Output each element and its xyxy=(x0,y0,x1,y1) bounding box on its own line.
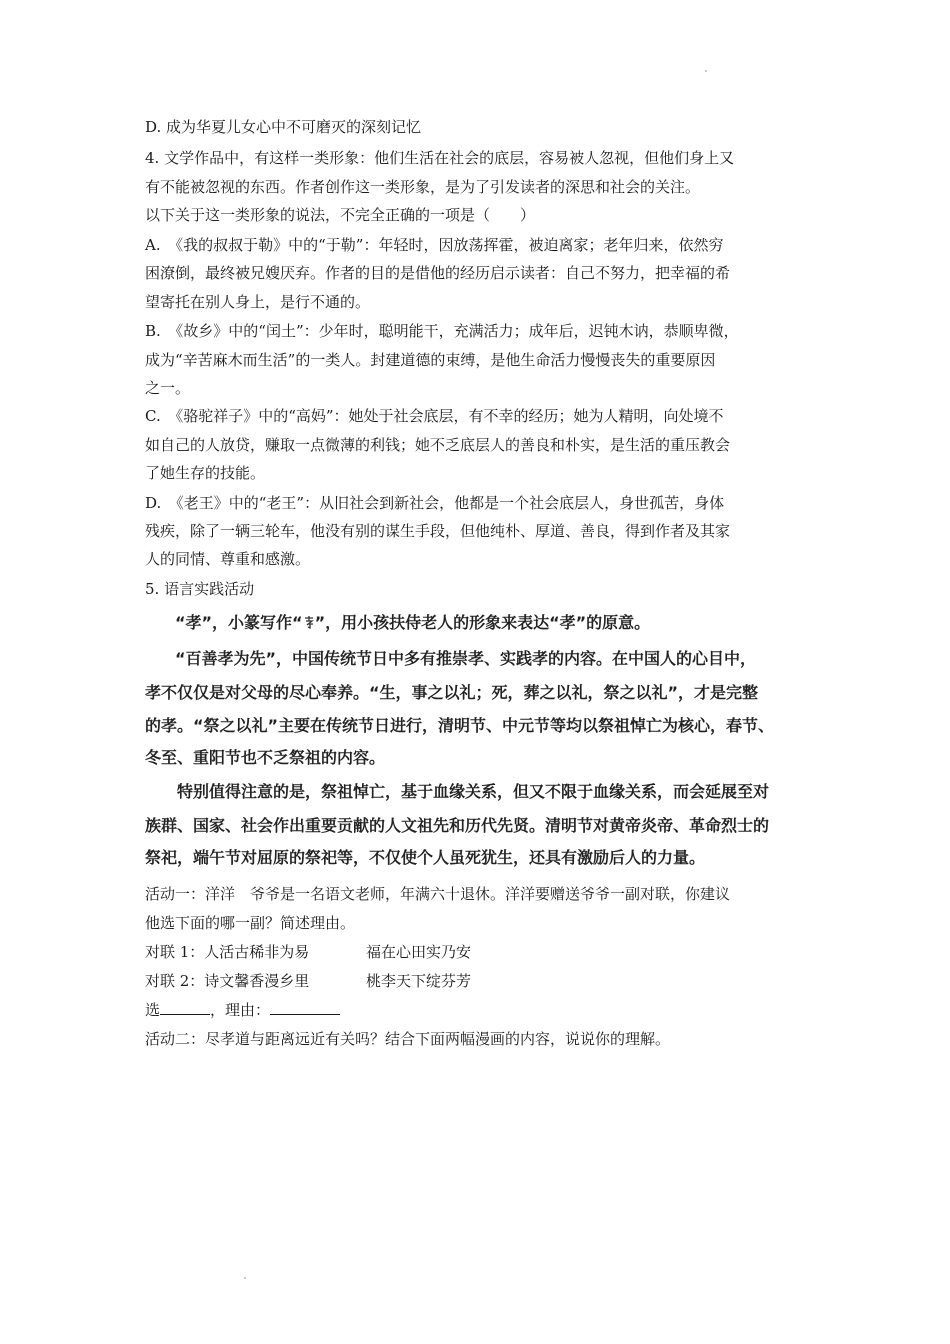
q5-para-3-line-1: 特别值得注意的是，祭祖悼亡，基于血缘关系，但又不限于血缘关系，而会延展至对 xyxy=(177,782,770,801)
activity-1-line-2: 他选下面的哪一副？简述理由。 xyxy=(145,914,356,932)
activity-1-line-1: 活动一：洋洋 爷爷是一名语文老师，年满六十退休。洋洋要赠送爷爷一副对联，你建议 xyxy=(145,885,731,903)
q4-stem-line-1: 4. 文学作品中，有这样一类形象：他们生活在社会的底层，容易被人忽视，但他们身上又 xyxy=(145,149,735,167)
activity-2: 活动二：尽孝道与距离远近有关吗？结合下面两幅漫画的内容，说说你的理解。 xyxy=(145,1030,671,1048)
couplet-1-left: 对联 1：人活古稀非为易 xyxy=(145,943,310,961)
q4-stem-line-2: 有不能被忽视的东西。作者创作这一类形象，是为了引发读者的深思和社会的关注。 xyxy=(145,178,701,196)
q5-title: 5. 语言实践活动 xyxy=(145,580,255,598)
answer-line xyxy=(145,1000,340,1020)
couplet-1-right: 福在心田实乃安 xyxy=(366,943,472,961)
q5-para-3-line-2: 族群、国家、社会作出重要贡献的人文祖先和历代先贤。清明节对黄帝炎帝、革命烈士的 xyxy=(145,816,770,835)
q5-para-2-line-1: “百善孝为先”，中国传统节日中多有推崇孝、实践孝的内容。在中国人的心目中， xyxy=(175,649,757,668)
q5-para-2-line-2: 孝不仅仅是对父母的尽心奉养。“生，事之以礼；死，葬之以礼，祭之以礼”，才是完整 xyxy=(145,683,759,702)
q5-para-3-line-3: 祭祀，端午节对屈原的祭祀等，不仅使个人虽死犹生，还具有激励后人的力量。 xyxy=(145,848,706,867)
seal-script-xiao-icon xyxy=(303,615,315,629)
q5-para-2-line-3: 的孝。“祭之以礼”主要在传统节日进行，清明节、中元节等均以祭祖悼亡为核心，春节、 xyxy=(145,716,775,735)
q5-para-1-post: ”，用小孩扶侍老人的形象来表达“孝”的原意。 xyxy=(314,613,651,632)
reason-label: ，理由： xyxy=(210,1001,271,1019)
q4-option-b-line-3: 之一。 xyxy=(145,379,191,397)
q4-option-d-line-1: D. 《老王》中的“老王”：从旧社会到新社会，他都是一个社会底层人，身世孤苦，身体 xyxy=(145,494,725,512)
q4-option-d-line-2: 残疾，除了一辆三轮车，他没有别的谋生手段，但他纯朴、厚道、善良，得到作者及其家 xyxy=(145,522,731,540)
choice-blank[interactable] xyxy=(160,1000,210,1015)
q3-option-d: D. 成为华夏儿女心中不可磨灭的深刻记忆 xyxy=(145,118,422,136)
q5-para-2-line-4: 冬至、重阳节也不乏祭祖的内容。 xyxy=(145,748,386,767)
q4-option-a-line-1: A. 《我的叔叔于勒》中的“于勒”：年轻时，因放荡挥霍，被迫离家；老年归来，依然穷 xyxy=(145,236,724,254)
q4-option-a-line-2: 困潦倒，最终被兄嫂厌弃。作者的目的是借他的经历启示读者：自己不努力，把幸福的希 xyxy=(145,264,731,282)
couplet-2-right: 桃李天下绽芬芳 xyxy=(366,972,472,990)
q4-option-c-line-1: C. 《骆驼祥子》中的“高妈”：她处于社会底层，有不幸的经历；她为人精明，向处境不 xyxy=(145,407,724,425)
q4-stem-line-3: 以下关于这一类形象的说法，不完全正确的一项是（ ） xyxy=(145,206,536,224)
choose-label: 选 xyxy=(145,1001,161,1019)
scan-dot xyxy=(705,70,707,72)
q4-option-a-line-3: 望寄托在别人身上，是行不通的。 xyxy=(145,293,371,311)
q4-option-b-line-2: 成为“辛苦麻木而生活”的一类人。封建道德的束缚，是他生命活力慢慢丧失的重要原因 xyxy=(145,351,716,369)
q4-option-d-line-3: 人的同情、尊重和感激。 xyxy=(145,550,311,568)
scan-dot xyxy=(244,1277,246,1279)
q5-para-1 xyxy=(175,613,650,633)
q4-option-c-line-3: 了她生存的技能。 xyxy=(145,464,266,482)
q5-para-1-pre: “孝”，小篆写作“ xyxy=(175,613,303,632)
reason-blank[interactable] xyxy=(270,1000,340,1015)
q4-option-b-line-1: B. 《故乡》中的“闰土”：少年时，聪明能干，充满活力；成年后，迟钝木讷，恭顺卑微， xyxy=(145,322,739,340)
couplet-2-left: 对联 2：诗文馨香漫乡里 xyxy=(145,972,310,990)
q4-option-c-line-2: 如自己的人放贷，赚取一点微薄的利钱；她不乏底层人的善良和朴实，是生活的重压教会 xyxy=(145,436,731,454)
